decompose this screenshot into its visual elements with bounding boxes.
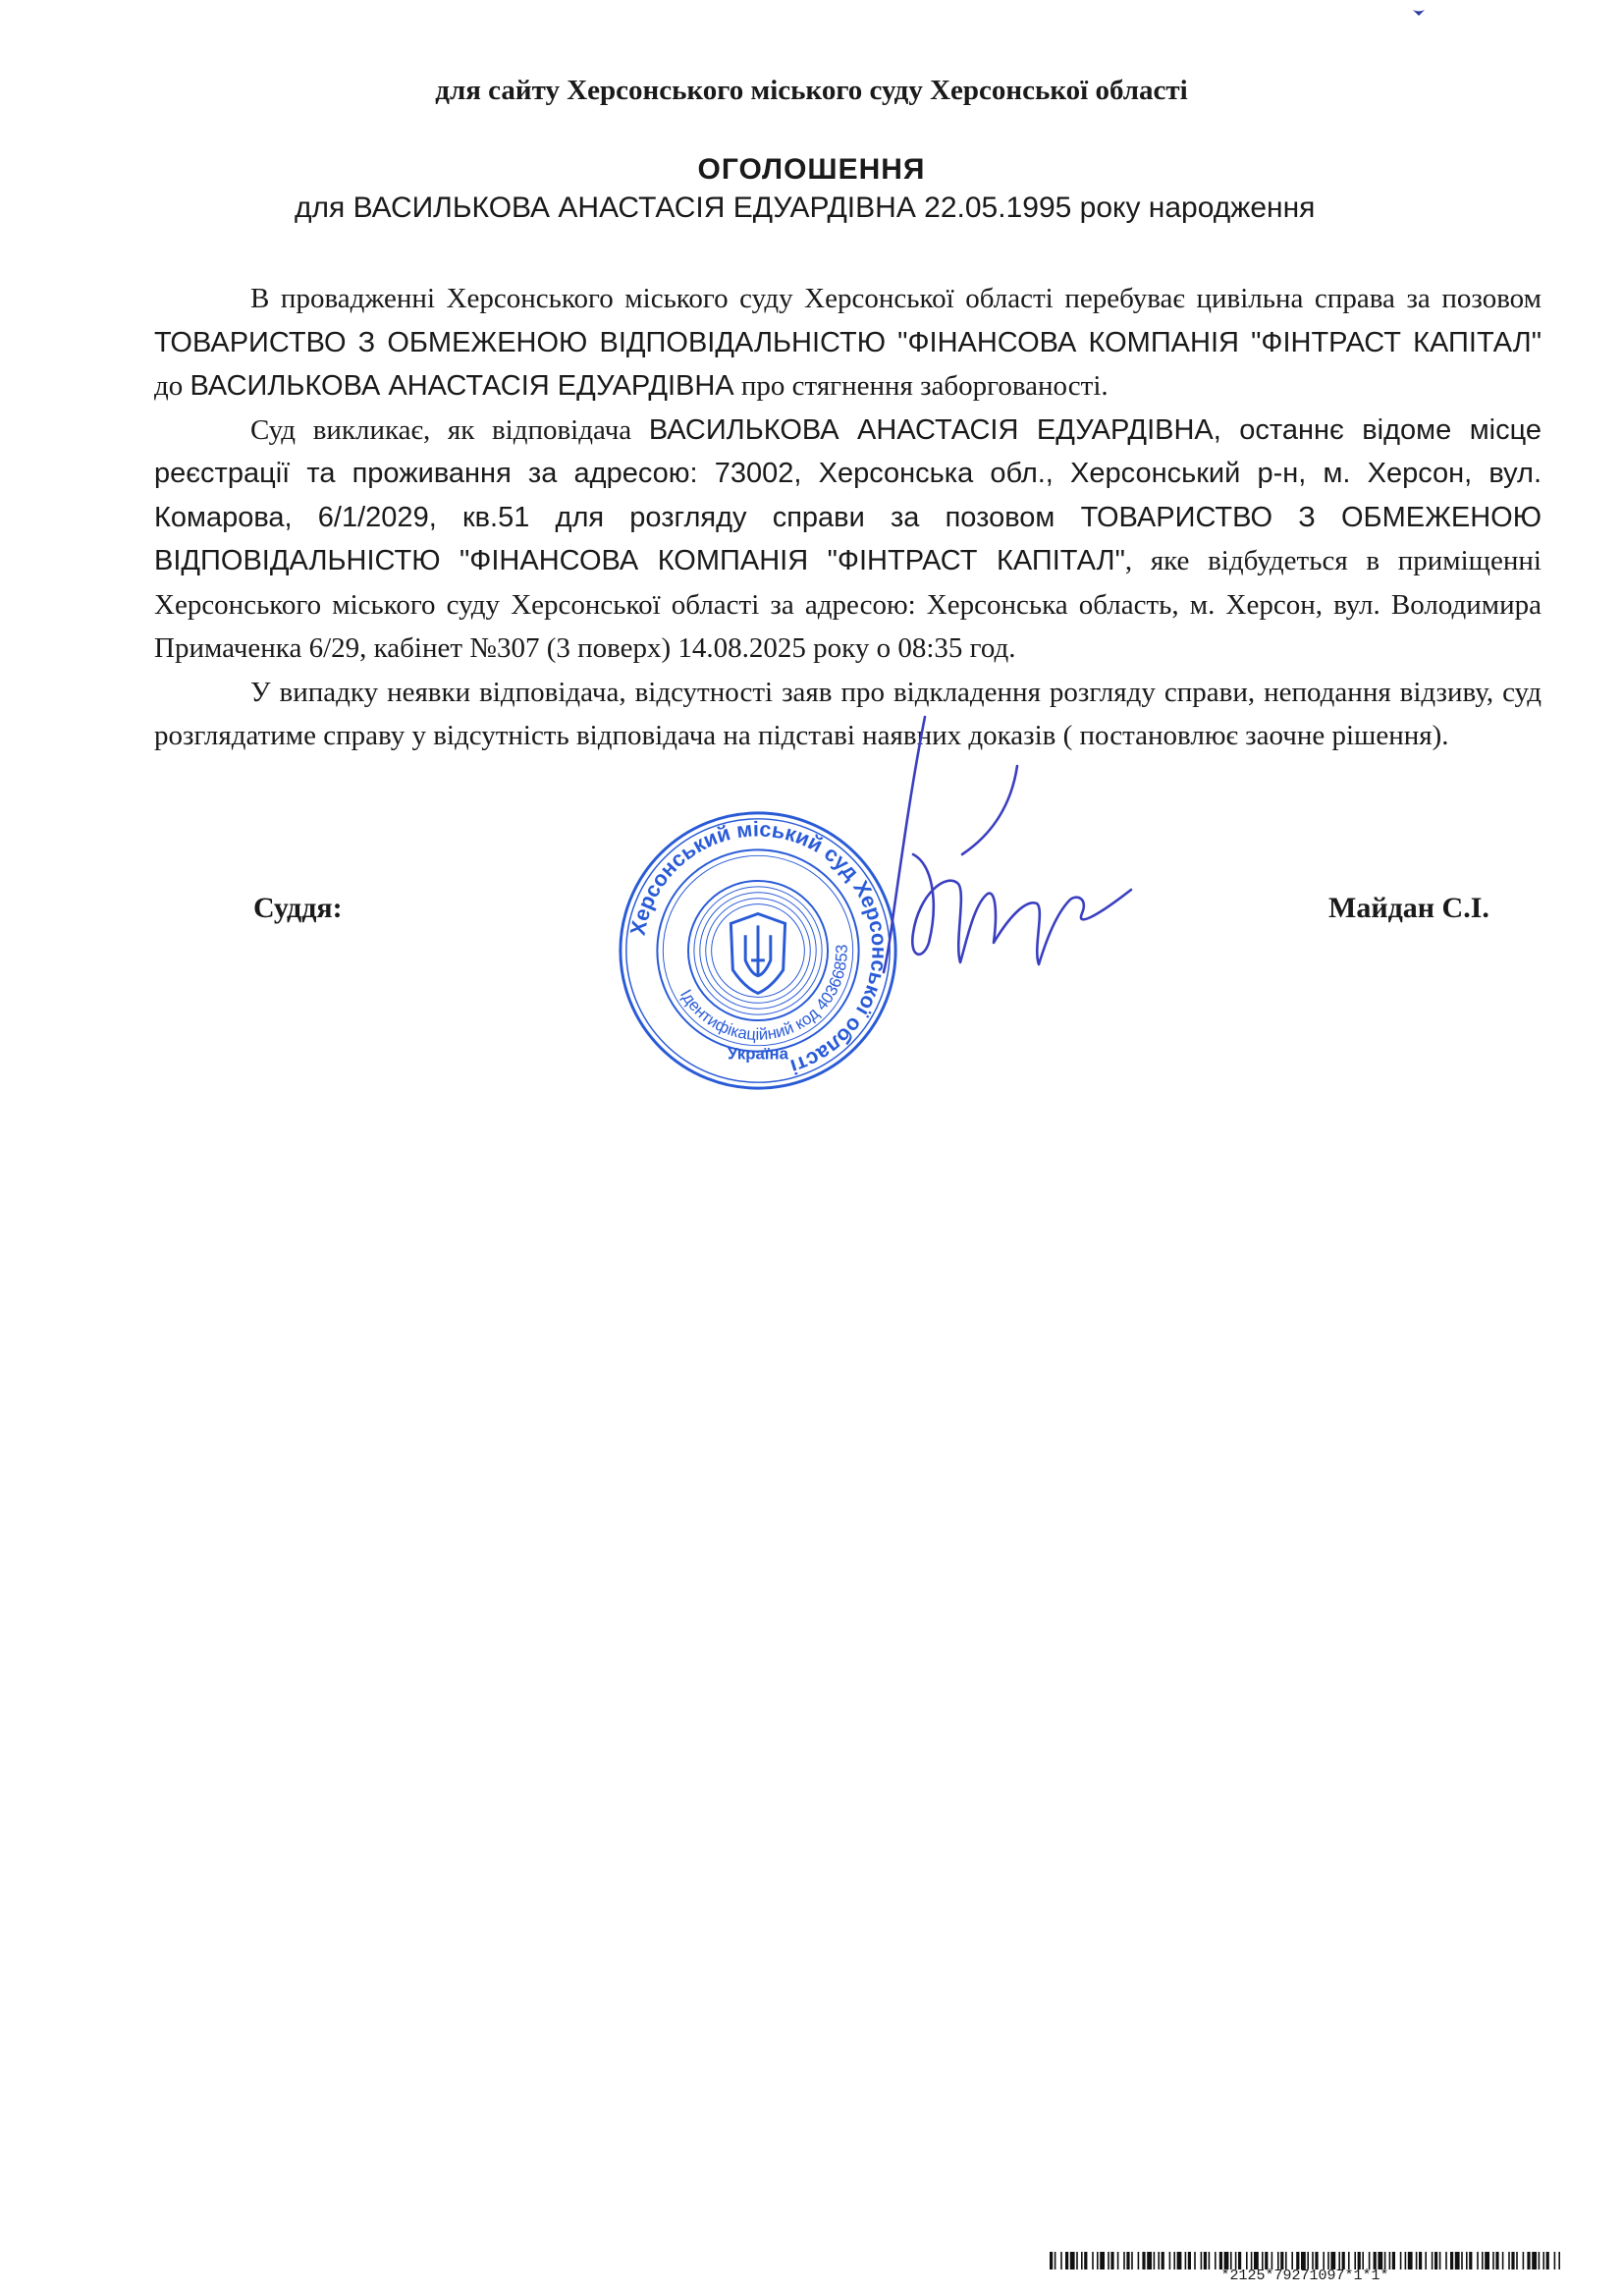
- defendant-address: ВАСИЛЬКОВА АНАСТАСІЯ ЕДУАРДІВНА, останнє відоме місце реєстрації та проживання за адресою: 73002, Херсонська обл., Херсонський р-н, м. Херсон, вул. Комарова, 6/1/2029, кв.51: [154, 413, 1542, 533]
- svg-text:Україна: Україна: [728, 1044, 788, 1064]
- paragraph-warning: У випадку неявки відповідача, відсутності заяв про відкладення розгляду справи, неподання відзиву, суд розглядатиме справу у відсутність відповідача на підставі наявних доказів ( постановлює заочне рішення).: [154, 676, 1542, 751]
- addressee-line: для ВАСИЛЬКОВА АНАСТАСІЯ ЕДУАРДІВНА 22.05.1995 року народження: [295, 191, 1316, 224]
- judge-signature-icon: [844, 707, 1139, 1031]
- announcement-title: ОГОЛОШЕННЯ: [697, 153, 926, 186]
- plaintiff-name: ТОВАРИСТВО З ОБМЕЖЕНОЮ ВІДПОВІДАЛЬНІСТЮ "ФІНАНСОВА КОМПАНІЯ "ФІНТРАСТ КАПІТАЛ": [154, 501, 1542, 576]
- hearing-details: , яке відбудеться в приміщенні Херсонського міського суду Херсонської області за адресою: Херсонська область, м. Херсон, вул. Володимира Примаченка 6/29, кабінет №307 (3 поверх) 14.08.2025 року о 08:35 год.: [154, 545, 1542, 664]
- barcode-text: *2125*79271097*1*1*: [1220, 2268, 1389, 2284]
- corner-mark-icon: [1412, 8, 1426, 18]
- paragraph-case: В провадженні Херсонського міського суду Херсонської області перебуває цивільна справа за позовом ТОВАРИСТВО З ОБМЕЖЕНОЮ ВІДПОВІДАЛЬНІСТЮ "ФІНАНСОВА КОМПАНІЯ "ФІНТРАСТ КАПІТАЛ" до ВАСИЛЬКОВА АНАСТАСІЯ ЕДУАРДІВНА про стягнення заборгованості.: [154, 283, 1542, 402]
- announcement-body: [154, 277, 1542, 758]
- defendant-name: ВАСИЛЬКОВА АНАСТАСІЯ ЕДУАРДІВНА: [189, 370, 734, 402]
- site-caption: для сайту Херсонського міського суду Херсонської області: [435, 75, 1188, 106]
- paragraph-summons: Суд викликає, як відповідача ВАСИЛЬКОВА АНАСТАСІЯ ЕДУАРДІВНА, останнє відоме місце реєстрації та проживання за адресою: 73002, Херсонська обл., Херсонський р-н, м. Херсон, вул. Комарова, 6/1/2029, кв.51 для розгляду справи за позовом ТОВАРИСТВО З ОБМЕЖЕНОЮ ВІДПОВІДАЛЬНІСТЮ "ФІНАНСОВА КОМПАНІЯ "ФІНТРАСТ КАПІТАЛ", яке відбудеться в приміщенні Херсонського міського суду Херсонської області за адресою: Херсонська область, м. Херсон, вул. Володимира Примаченка 6/29, кабінет №307 (3 поверх) 14.08.2025 року о 08:35 год.: [154, 413, 1542, 664]
- judge-label: Суддя:: [253, 892, 343, 924]
- judge-name: Майдан С.І.: [1328, 892, 1489, 924]
- plaintiff-name: ТОВАРИСТВО З ОБМЕЖЕНОЮ ВІДПОВІДАЛЬНІСТЮ "ФІНАНСОВА КОМПАНІЯ "ФІНТРАСТ КАПІТАЛ": [154, 326, 1542, 358]
- svg-text:Ідентифікаційний код 40366853: Ідентифікаційний код 40366853: [676, 944, 851, 1044]
- svg-text:Херсонський міський суд Херсон: Херсонський міський суд Херсонської області: [624, 816, 893, 1080]
